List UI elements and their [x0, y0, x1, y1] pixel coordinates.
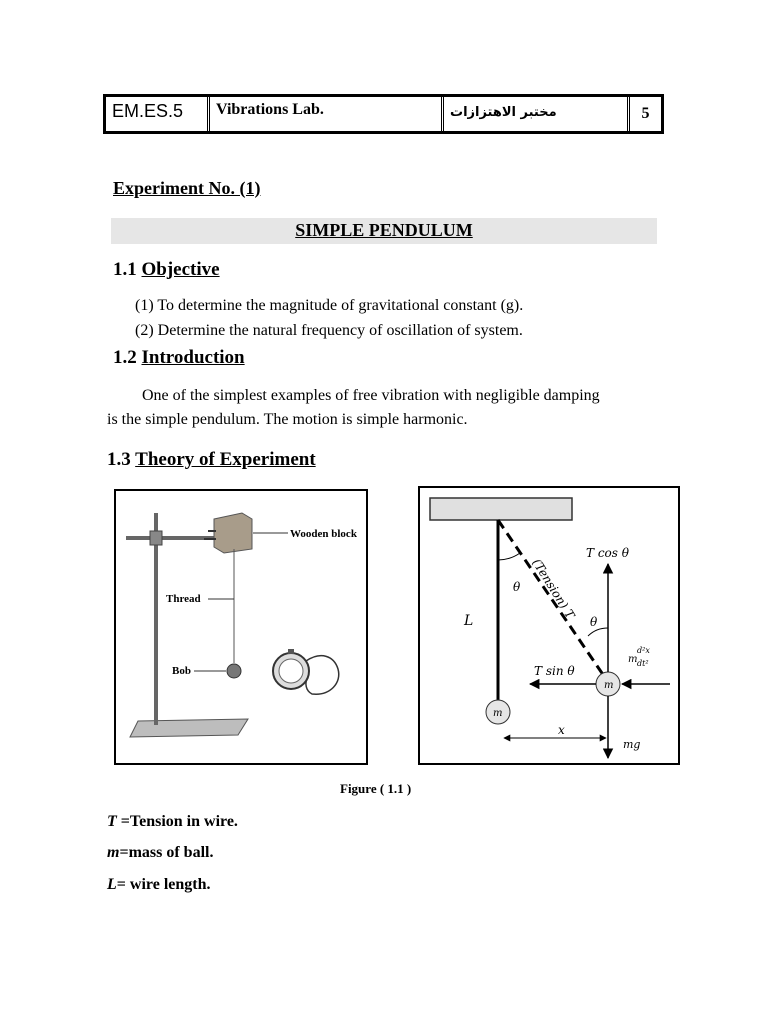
- lab-name-en: Vibrations Lab.: [210, 97, 444, 131]
- hand-icon: [306, 656, 339, 694]
- apparatus-figure: [114, 489, 368, 765]
- label-theta: θ: [513, 580, 521, 594]
- section-title: Objective: [141, 259, 220, 280]
- objective-item: (1) To determine the magnitude of gravitational constant (g).: [135, 297, 524, 314]
- label-mass: m: [604, 680, 614, 691]
- definition-text: =Tension in wire.: [116, 813, 238, 830]
- angle-arc: [588, 628, 608, 636]
- label-mg: mg: [623, 738, 641, 751]
- section-number: 1.3: [107, 449, 136, 470]
- definition-item: [107, 813, 238, 831]
- label-inertia-den: dt²: [637, 659, 649, 668]
- definition-text: = wire length.: [116, 876, 211, 893]
- intro-line: is the simple pendulum. The motion is simple harmonic.: [107, 411, 468, 428]
- apparatus-drawing: [116, 491, 366, 763]
- page-title: SIMPLE PENDULUM: [295, 220, 473, 240]
- label-x: x: [558, 723, 565, 737]
- angle-arc: [498, 553, 520, 560]
- force-diagram: [418, 486, 680, 765]
- section-theory-heading: [107, 449, 316, 471]
- ceiling: [430, 498, 572, 520]
- force-diagram-drawing: [420, 488, 678, 763]
- label-bob: Bob: [172, 665, 191, 677]
- section-number: 1.2: [113, 347, 142, 368]
- label-thread: Thread: [166, 593, 201, 605]
- definition-symbol: L: [107, 876, 117, 893]
- section-introduction-heading: [113, 347, 245, 369]
- objective-item: (2) Determine the natural frequency of oscillation of system.: [135, 322, 523, 339]
- definition-symbol: m: [107, 844, 120, 861]
- section-number: 1.1: [113, 259, 142, 280]
- lab-name-ar: مختبر الاهتزازات: [444, 97, 630, 131]
- stopwatch-face: [279, 659, 303, 683]
- definition-item: [107, 876, 210, 894]
- label-inertia-num: d²x: [637, 646, 650, 655]
- label-inertia-m: m: [628, 654, 638, 665]
- bob: [227, 664, 241, 678]
- header-table: [103, 94, 664, 134]
- label-t-sin: T sin θ: [534, 664, 575, 678]
- label-wooden-block: Wooden block: [290, 528, 357, 540]
- label-mass: m: [493, 708, 503, 719]
- definition-symbol: T: [107, 813, 117, 830]
- stand-base: [130, 719, 248, 737]
- label-length: L: [464, 613, 474, 629]
- stand-arm: [126, 536, 216, 540]
- label-theta: θ: [590, 615, 598, 629]
- label-tension: (Tension) T: [529, 556, 578, 622]
- section-title: Introduction: [141, 347, 245, 368]
- section-objective-heading: [113, 259, 220, 281]
- wooden-block: [214, 513, 252, 553]
- figure-caption: Figure ( 1.1 ): [340, 781, 412, 796]
- section-title: Theory of Experiment: [135, 449, 316, 470]
- course-code: EM.ES.5: [106, 97, 210, 131]
- page-number: 5: [641, 105, 650, 122]
- stopwatch-button: [288, 649, 294, 654]
- experiment-number: Experiment No. (1): [113, 178, 261, 198]
- definition-item: [107, 844, 213, 862]
- definition-text: =mass of ball.: [119, 844, 214, 861]
- intro-line: One of the simplest examples of free vibration with negligible damping: [142, 387, 600, 404]
- label-t-cos: T cos θ: [586, 546, 629, 560]
- clamp: [150, 531, 162, 545]
